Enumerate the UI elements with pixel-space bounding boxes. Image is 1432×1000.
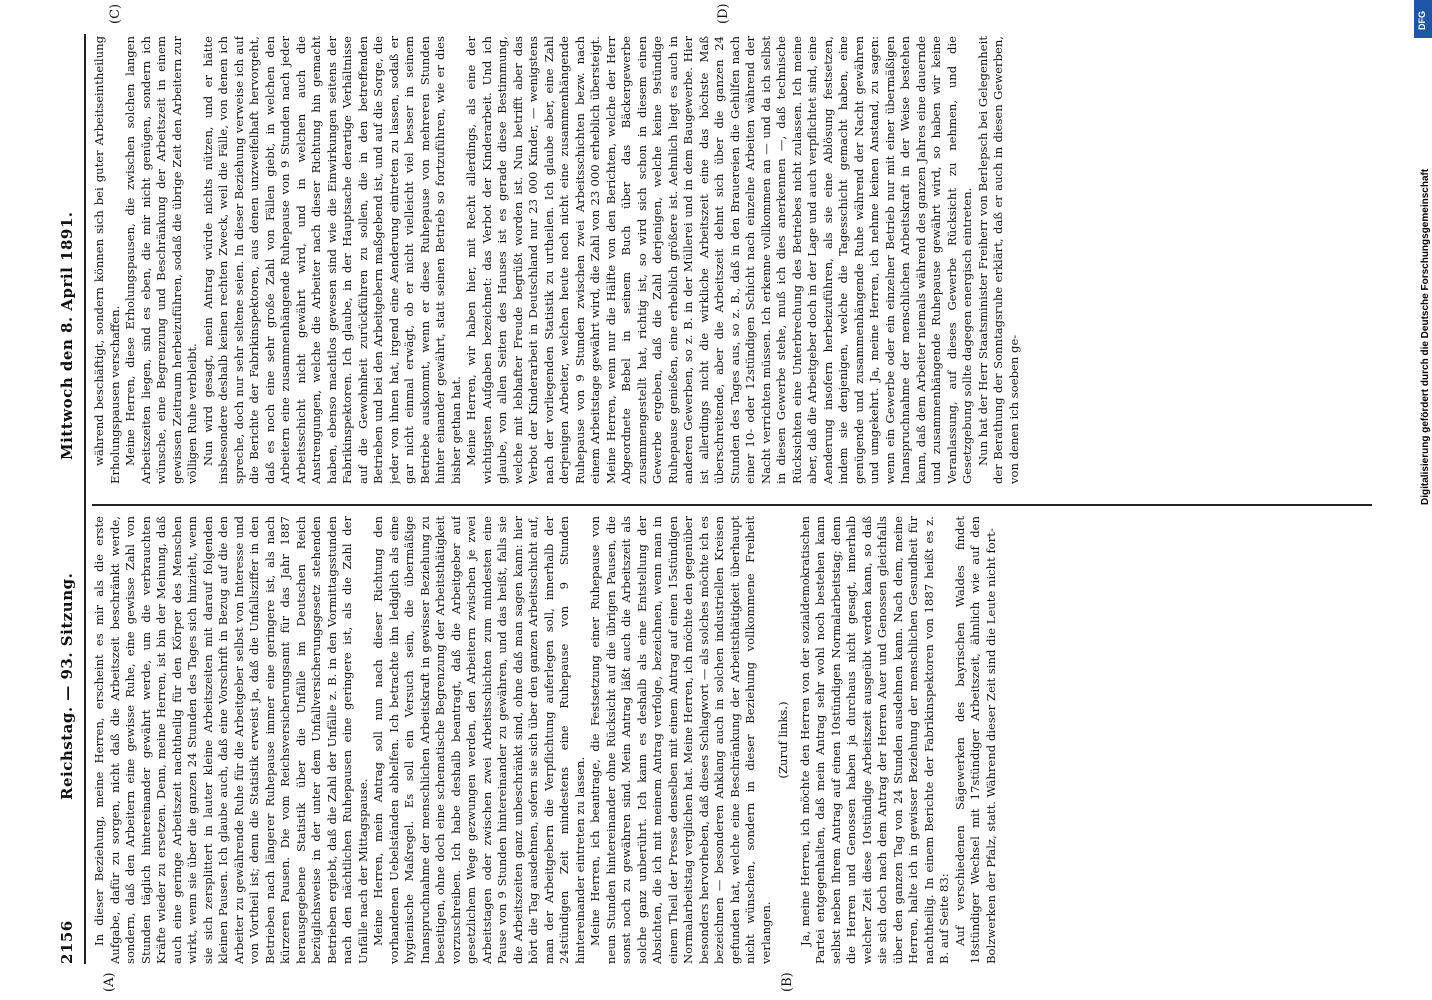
right-paragraph: Nun hat der Herr Staatsminister Freiherr von Berlepsch bei Gelegenheit der Berathung der Sonntagsruhe erklärt, daß er auch in diesen Gewerben, von denen ich soeben ge- [975, 36, 1021, 484]
left-paragraph: Meine Herren, mein Antrag soll nun nach dieser Richtung den vorhandenen Uebelständen abhelfen. Ich betrachte ihn lediglich als eine hygienische Maßregel. Es soll ein Versuch sein, die übermäßige Inanspruchnahme der menschlichen Arbeitskraft in gewisser Beziehung zu beseitigen, ohne doch eine schematische Begrenzung der Arbeitsthätigkeit vorzuschreiben. Ich habe deshalb beantragt, daß die Arbeitgeber auf gesetzlichem Wege gezwungen werden, den Arbeitern zwischen je zwei Arbeitstagen oder zwischen zwei Arbeitsschichten zum mindesten eine Pause von 9 Stunden hintereinander zu gewähren, und das heißt, falls sie die Arbeitszeiten ganz unbeschränkt sind, ohne daß man sagen kann: hier hört die Tag ausdehnen, sofern sie sich über den ganzen Arbeitsschicht auf, man der Arbeitgebern die Verpflichtung auferlegen soll, innerhalb der 24stündigen Zeit mindestens eine Ruhepause von 9 Stunden hintereinander eintreten zu lassen. [371, 516, 587, 964]
right-paragraph: Nun wird gesagt, mein Antrag würde nichts nützen, und er hätte insbesondere deshalb keinen rechten Zweck, weil die Fälle, von denen ich spreche, doch nur sehr seltene seien. In dieser Beziehung verweise ich auf die Berichte der Fabrikinspektoren, aus denen unzweifelhaft hervorgeht, daß es noch eine sehr große Zahl von Fällen giebt, in welchen den Arbeitern eine zusammenhängende Ruhepause von 9 Stunden nach jeder Arbeitsschicht nicht gewährt wird, und in welchen auch die Anstrengungen, welche die Arbeiter nach dieser Richtung hin gemacht haben, ebenso machtlos gewesen sind wie die Einwirkungen seitens der Fabrikinspektoren. Ich glaube, in der Hauptsache derartige Verhältnisse auf die Gewohnheit zurückführen zu sollen, die in den betreffenden Betrieben und bei den Arbeitgebern maßgebend ist, und auf die Sorge, die jeder von ihnen hat, irgend eine Aenderung eintreten zu lassen, sodaß er gar nicht einmal erwägt, ob er nicht vielleicht viel besser in seinem Betriebe auskommt, wenn er diese Ruhepause von mehreren Stunden hinter einander gewährt, statt seinen Betrieb so fortzuführen, wie er dies bisher gethan hat. [200, 36, 463, 484]
header-date: Mittwoch den 8. April 1891. [58, 211, 76, 460]
right-paragraph: Meine Herren, diese Erholungspausen, die zwischen solchen langen Arbeitszeiten liegen, sind es eben, die mir nicht genügen, sondern ich wünsche, eine Begrenzung und Beschränkung der Arbeitszeit in einem gewissen Zeitraum herbeizuführen, sodaß die übrige Zeit den Arbeitern zur völligen Ruhe verbleibt. [123, 36, 199, 484]
marker-d: (D) [716, 3, 731, 24]
marker-b: (B) [780, 972, 795, 992]
header-rule [84, 34, 86, 964]
dfg-logo-text: DFG [1417, 11, 1427, 30]
marker-c: (C) [108, 3, 123, 24]
digitization-credit: Digitalisierung gefördert durch die Deutsche Forschungsgemeinschaft [1420, 168, 1431, 505]
quotation: Auf verschiedenen Sägewerken des bayrischen Waldes findet 18stündiger Wechsel mit 17stündiger Arbeitszeit, ähnlich wie auf den Bolzwerken der Pfalz, statt. Während dieser Zeit sind die Leute nicht fort- [952, 516, 998, 964]
left-paragraph: Ja, meine Herren, ich möchte den Herren von der sozialdemokratischen Partei entgegenhalten, daß mein Antrag sehr wohl noch bestehen kann selbst neben Ihrem Antrag auf einen 10stündigen Normalarbeitstag; denn die Herren und Genossen haben ja durchaus nicht gesagt, innerhalb welcher Zeit diese 10stündige Arbeitszeit ausgeübt werden kann, so daß sie sich doch nach dem Antrag der Herren Auer und Genossen gleichfalls über den ganzen Tag von 24 Stunden ausdehnen kann. Nach dem, meine Herren, halte ich in gewisser Beziehung der menschlichen Gesundheit für nachtheilig. In einem Berichte der Fabrikinspektoren von 1887 heißt es z. B. auf Seite 83: [797, 516, 951, 964]
interjection: (Zuruf links.) [776, 701, 790, 779]
left-column [92, 516, 1382, 964]
right-column [92, 36, 1382, 484]
dfg-logo [1414, 0, 1432, 38]
page-header [58, 0, 80, 1000]
left-paragraph: In dieser Beziehung, meine Herren, erscheint es mir als die erste Aufgabe, dafür zu sorgen, nicht daß die Arbeitszeit beschränkt werde, sondern, daß den Arbeitern eine gewisse Ruhe, eine gewisse Zahl von Stunden täglich hintereinander gewährt werde, um die verbrauchten Kräfte wieder zu ersetzen. Denn, meine Herren, ist bin der Meinung, daß auch eine geringe Arbeitszeit nachtheilig für den Körper des Menschen wirkt, wenn sie über die ganzen 24 Stunden des Tages sich hinzieht, wenn sie sich zersplittert in lauter kleine Arbeitszeiten mit darauf folgenden kleinen Pausen. Ich glaube auch, daß eine Vorschrift in Bezug auf die den Arbeiter zu gewährende Ruhe für die Arbeitgeber selbst von Interesse und von Vortheil ist; denn die Statistik erweist ja, daß die Unfallsziffer in den Betrieben nach längerer Ruhepause immer eine geringere ist, als nach kürzeren Pausen. Die vom Reichsversicherungsamt für das Jahr 1887 herausgegebene Statistik über die Unfälle im Deutschen Reich bezüglichsweise in der unter dem Unfallversicherungsgesetz stehenden Betrieben ergiebt, daß die Zahl der Unfälle z. B. in den Vormittagsstunden nach den nächtlichen Ruhepausen eine geringere ist, als die Zahl der Unfälle nach der Mittagspause. [92, 516, 370, 964]
marker-a: (A) [102, 972, 117, 992]
column-divider [92, 505, 1372, 507]
header-title: Reichstag. — 93. Sitzung. [58, 572, 76, 800]
page-number: 2156 [58, 920, 76, 964]
left-paragraph: Meine Herren, ich beantrage, die Festsetzung einer Ruhepause von neun Stunden hintereinander ohne Rücksicht auf die übrigen Pausen, die sonst noch zu gewähren sind. Mein Antrag läßt auch die Arbeitszeit als solche ganz unberührt. Ich kann es deshalb als eine Entstellung der Absichten, die ich mit meinem Antrag verfolge, bezeichnen, wenn man in einem Theil der Presse denselben mit einem Antrag auf einen 15stündigen Normalarbeitstag verglichen hat. Meine Herren, ich möchte den gegenüber besonders hervorheben, daß dieses Schlagwort — als solches möchte ich es bezeichnen — besonderen Anklang auch in solchen industriellen Kreisen gefunden hat, welche eine Beschränkung der Arbeitsthätigkeit überhaupt nicht wünschen, sondern in dieser Beziehung vollkommene Freiheit verlangen. [588, 516, 773, 964]
right-paragraph: während beschäftigt, sondern können sich bei guter Arbeitseintheilung Erholungspausen verschaffen. [92, 36, 122, 484]
right-paragraph: Meine Herren, wir haben hier, mit Recht allerdings, als eine der wichtigsten Aufgaben bezeichnet: das Verbot der Kinderarbeit. Und ich glaube, von allen Seiten des Hauses ist es gerade diese Bestimmung, welche mit lebhafter Freude begrüßt worden ist. Nun betrifft aber das Verbot der Kinderarbeit in Deutschland nur 23 000 Kinder, — wenigstens nach der vorliegenden Statistik zu urtheilen. Ich glaube aber, eine Zahl derjenigen Arbeiter, welchen heute noch nicht eine zusammenhängende Ruhepause von 9 Stunden zwischen zwei Arbeitsschichten bezw. nach einem Arbeitstage gewährt wird, die Zahl von 23 000 erheblich übersteigt. Meine Herren, wenn nur die Hälfte von den Berichten, welche der Herr Abgeordnete Bebel in seinem Buch über das Bäckergewerbe zusammengestellt hat, richtig ist, so wird sich schon in diesem einen Gewerbe ergeben, daß die Zahl derjenigen, welche keine 9stündige Ruhepause genießen, eine erheblich größere ist. Aehnlich liegt es auch in anderen Gewerben, so z. B. in der Müllerei und in dem Baugewerbe. Hier ist allerdings nicht die wirkliche Arbeitszeit eine das höchste Maß überschreitende, aber die Arbeitszeit dehnt sich über die ganzen 24 Stunden des Tages aus, so z. B., daß in den Brauereien die Gehilfen nach einer 10- oder 12stündigen Schicht nach einzelne Arbeiten während der Nacht verrichten müssen. Ich erkenne vollkommen an — und da ich selbst in diesen Gewerbe stehe, muß ich dies anerkennen —, daß technische Rücksichten eine Unterbrechung des Betriebes nicht zulassen. Ich meine aber, daß die Arbeitgeber doch in der Lage und auch verpflichtet sind, eine Aenderung insofern herbeizuführen, als sie eine Ablösung festsetzen, indem sie denjenigen, welche die Tagesschicht gemacht haben, eine genügende und zusammenhängende Ruhe während der Nacht gewähren und umgekehrt. Ja, meine Herren, ich nehme keinen Anstand, zu sagen: wenn ein Gewerbe oder ein einzelner Betrieb nur mit einer übermäßigen Inanspruchnahme der menschlichen Arbeitskraft in der Weise bestehen kann, daß dem Arbeiter niemals während des ganzen Jahres eine dauernde und zusammenhängende Ruhepause gewährt wird, so haben wir keine Veranlassung, auf dieses Gewerbe Rücksicht zu nehmen, und die Gesetzgebung sollte dagegen energisch eintreten. [464, 36, 974, 484]
